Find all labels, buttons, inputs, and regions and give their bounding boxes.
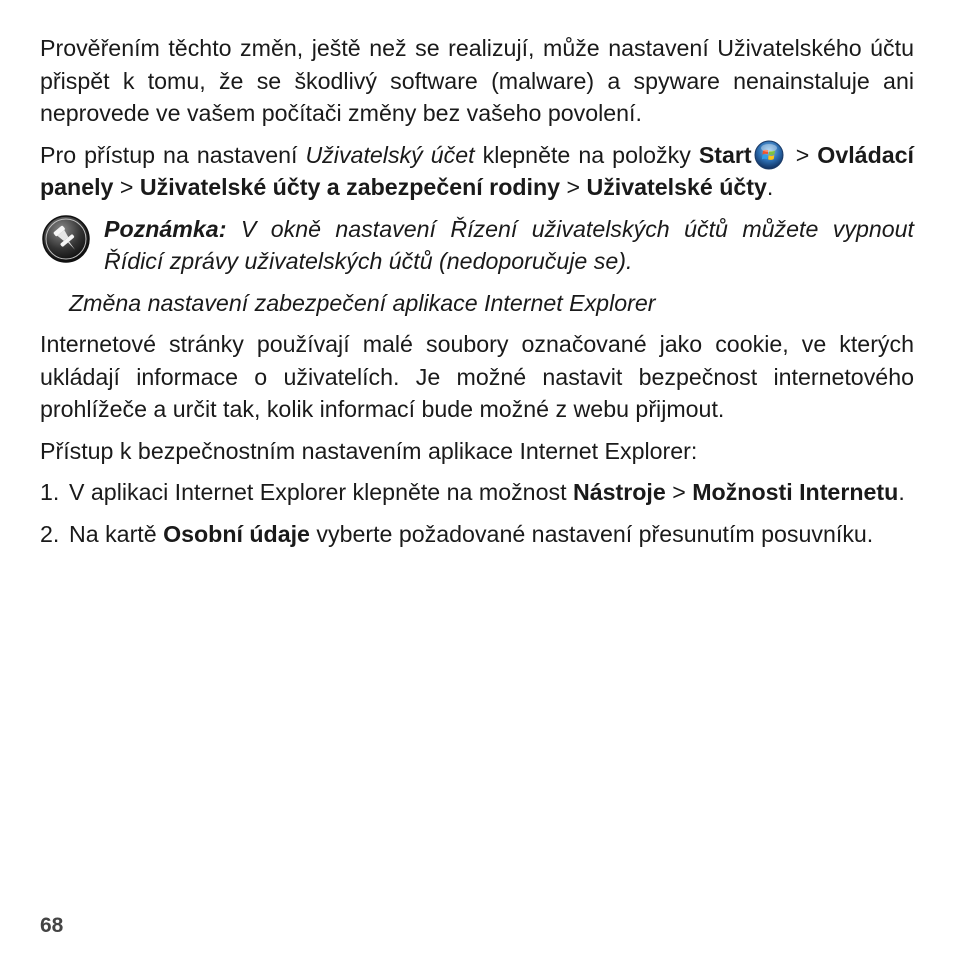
page-content: [40, 32, 914, 559]
steps-list: [40, 476, 914, 550]
user-accounts-label: Uživatelské účty: [586, 174, 767, 200]
uac-term: Uživatelský účet: [305, 141, 475, 168]
text-run: .: [766, 174, 774, 200]
paragraph-cookies: Internetové stránky používají malé soubory označované jako cookie, ve kterých ukládají informace o uživatelích. Je možné nastavit bezpečnost internetového prohlížeče a určit tak, kolik informací bude možné z webu přijmout.: [40, 331, 914, 422]
note-body: V okně nastavení Řízení uživatelských účtů můžete vypnout Řídicí zprávy uživatelských účtů (nedoporučuje se).: [104, 215, 914, 274]
tools-label: Nástroje: [572, 479, 666, 505]
internet-options-label: Možnosti Internetu: [692, 479, 899, 505]
text-run: Pro přístup na nastavení: [40, 141, 306, 168]
control-panel-label: Ovládací panely: [40, 141, 914, 200]
text-run: >: [665, 479, 693, 505]
step-number: 1.: [40, 479, 60, 505]
note-block: [40, 213, 914, 278]
list-item: [40, 476, 914, 509]
text-run: >: [560, 174, 587, 200]
text-run: Na kartě: [69, 520, 164, 547]
step-text: [69, 518, 914, 551]
note-label: Poznámka:: [104, 215, 227, 242]
text-run: V aplikaci Internet Explorer klepněte na možnost: [69, 479, 573, 505]
user-accounts-family-label: Uživatelské účty a zabezpečení rodiny: [139, 174, 561, 200]
text-run: >: [113, 174, 140, 200]
windows-start-orb-icon: [754, 140, 784, 170]
text-run: vyberte požadované nastavení přesunutím posuvníku.: [309, 520, 874, 547]
text-run: klepněte na položky: [474, 141, 699, 168]
step-number: 2.: [40, 520, 60, 547]
step-text: [69, 476, 914, 509]
paragraph-uac-intro: Prověřením těchto změn, ještě než se realizují, může nastavení Uživatelského účtu přispět k tomu, že se škodlivý software (malware) a spyware nenainstaluje ani neprovede ve vašem počítači změny bez vašeho povolení.: [40, 35, 914, 126]
section-heading-ie-security: Změna nastavení zabezpečení aplikace Internet Explorer: [69, 289, 656, 316]
start-label: Start: [698, 141, 752, 168]
privacy-tab-label: Osobní údaje: [163, 520, 310, 547]
page-number: 68: [40, 914, 64, 937]
text-run: .: [898, 479, 905, 505]
note-text: [104, 213, 914, 278]
text-run: >: [787, 141, 818, 168]
pushpin-note-icon: [40, 213, 92, 265]
list-item: [40, 518, 914, 551]
paragraph-uac-access: [40, 139, 914, 204]
paragraph-ie-access: Přístup k bezpečnostním nastavením aplikace Internet Explorer:: [40, 437, 698, 464]
